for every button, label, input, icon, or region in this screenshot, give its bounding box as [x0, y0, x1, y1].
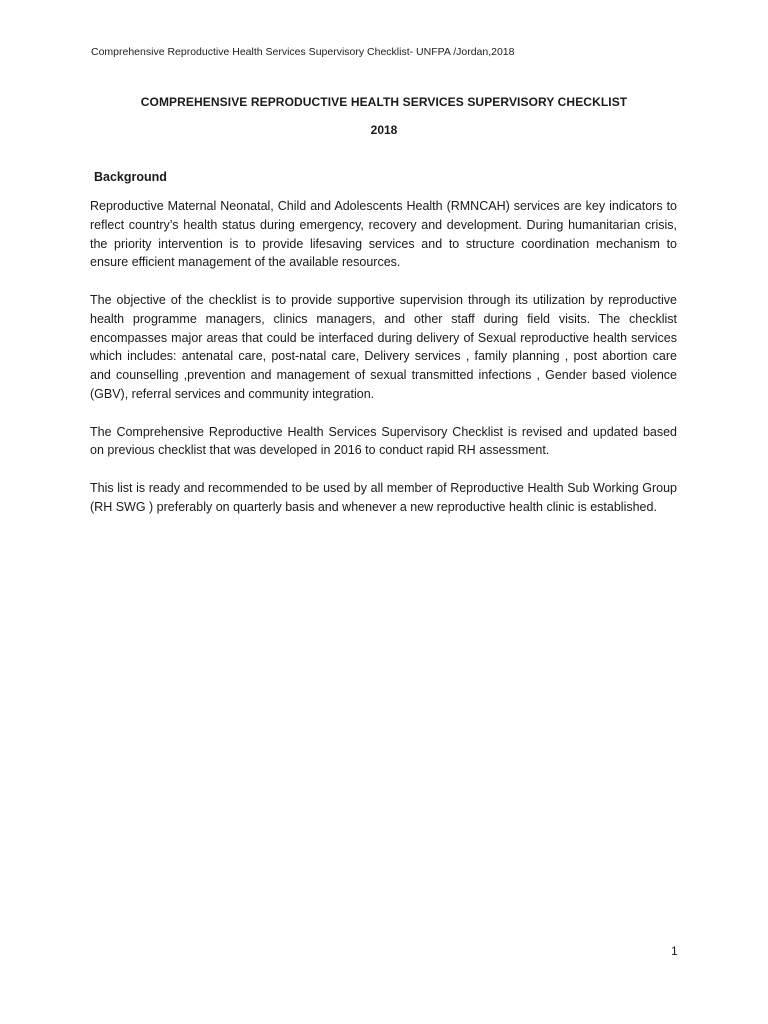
document-year: 2018	[370, 123, 398, 137]
page-number: 1	[671, 944, 678, 958]
paragraph-usage: This list is ready and recommended to be used by all member of Reproductive Health Sub Working Group (RH SWG ) preferably on quarterly basis and whenever a new reproductive health clinic is established.	[90, 480, 677, 514]
document-title: COMPREHENSIVE REPRODUCTIVE HEALTH SERVICES SUPERVISORY CHECKLIST	[140, 95, 628, 109]
paragraph-revision: The Comprehensive Reproductive Health Services Supervisory Checklist is revised and updated based on previous checklist that was developed in 2016 to conduct rapid RH assessment.	[90, 424, 677, 458]
body-text	[90, 197, 677, 535]
section-heading: Background	[94, 170, 167, 184]
paragraph-objective: The objective of the checklist is to provide supportive supervision through its utilization by reproductive health programme managers, clinics managers, and other staff during field visits. The checklist encompasses major areas that could be interfaced during delivery of Sexual reproductive health services which includes: antenatal care, post-natal care, Delivery services , family planning , post abortion care and counselling ,prevention and management of sexual transmitted infections , Gender based violence (GBV), referral services and community integration.	[90, 292, 677, 401]
paragraph-rmncah: Reproductive Maternal Neonatal, Child and Adolescents Health (RMNCAH) services are key indicators to reflect country’s health status during emergency, recovery and development. During humanitarian crisis, the priority intervention is to provide lifesaving services and to structure coordination mechanism to ensure efficient management of the available resources.	[90, 199, 677, 270]
running-header: Comprehensive Reproductive Health Services Supervisory Checklist- UNFPA /Jordan,2018	[91, 46, 515, 58]
